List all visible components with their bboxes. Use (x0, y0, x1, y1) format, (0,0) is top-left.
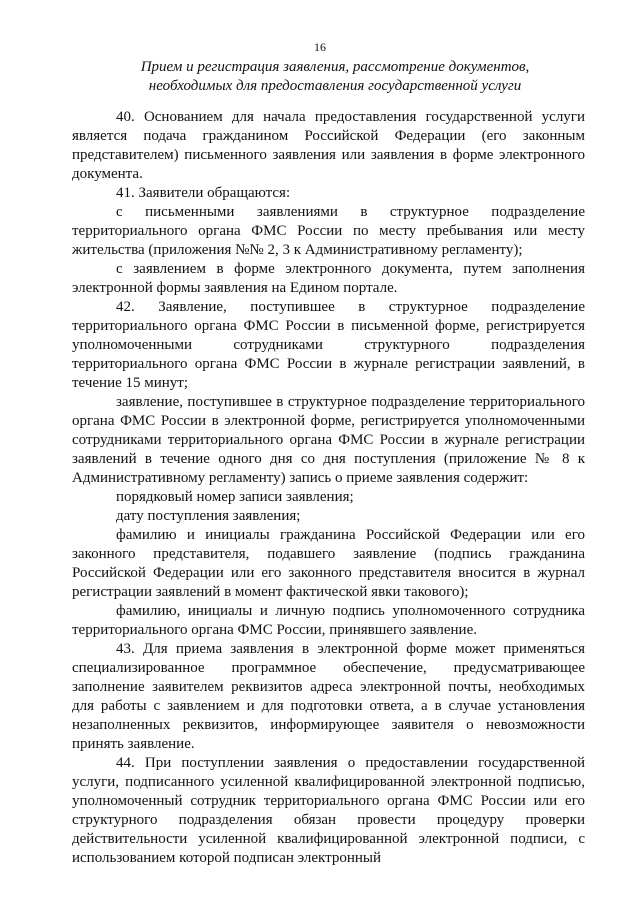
body-text (72, 108, 585, 868)
paragraph-42-item-date: дату поступления заявления; (116, 508, 301, 524)
paragraph-42-item-number: порядковый номер записи заявления; (116, 489, 354, 505)
paragraph-41-item-written: с письменными заявлениями в структурное подразделение территориального органа ФМС России по месту пребывания или месту жительства (приложения №№ 2, 3 к Административному регламенту); (72, 204, 585, 258)
paragraph-42: 42. Заявление, поступившее в структурное подразделение территориального органа ФМС России в письменной форме, регистрируется уполномоченными сотрудниками структурного подразделения территориального органа ФМС России в журнале регистрации заявлений, в течение 15 минут; (72, 299, 585, 391)
paragraph-41: 41. Заявители обращаются: (116, 185, 291, 201)
section-heading-line-2: необходимых для предоставления государственной услуги (148, 78, 522, 94)
paragraph-42-electronic: заявление, поступившее в структурное подразделение территориального органа ФМС России в электронной форме, регистрируется уполномоченными сотрудниками территориального органа ФМС России в журнале регистрации заявлений в течение одного дня со дня поступления (приложение № 8 к Административному регламенту) запись о приеме заявления содержит: (72, 394, 585, 486)
section-heading-line-1: Прием и регистрация заявления, рассмотрение документов, (140, 59, 530, 75)
paragraph-42-item-applicant: фамилию и инициалы гражданина Российской Федерации или его законного представителя, подавшего заявление (подпись гражданина Российской Федерации или его законного представителя вносится в журнал регистрации заявлений в момент фактической явки такового); (72, 527, 585, 600)
page-number: 16 (314, 40, 326, 54)
paragraph-40: 40. Основанием для начала предоставления государственной услуги является подача гражданином Российской Федерации (его законным представителем) письменного заявления или заявления в форме электронного документа. (72, 109, 585, 182)
paragraph-44: 44. При поступлении заявления о предоставлении государственной услуги, подписанного усиленной квалифицированной электронной подписью, уполномоченный сотрудник территориального органа ФМС России или его структурного подразделения обязан провести процедуру проверки действительности усиленной квалифицированной электронной подписи, с использованием которой подписан электронный (72, 755, 585, 866)
paragraph-43: 43. Для приема заявления в электронной форме может применяться специализированное программное обеспечение, предусматривающее заполнение заявителем реквизитов адреса электронной почты, необходимых для работы с заявлением и для подготовки ответа, а в случае установления незаполненных реквизитов, информирующее заявителя о невозможности принять заявление. (72, 641, 585, 752)
paragraph-42-item-officer: фамилию, инициалы и личную подпись уполномоченного сотрудника территориального органа ФМС России, принявшего заявление. (72, 603, 585, 638)
paragraph-41-item-electronic: с заявлением в форме электронного документа, путем заполнения электронной формы заявления на Едином портале. (72, 261, 585, 296)
section-heading (80, 58, 590, 96)
